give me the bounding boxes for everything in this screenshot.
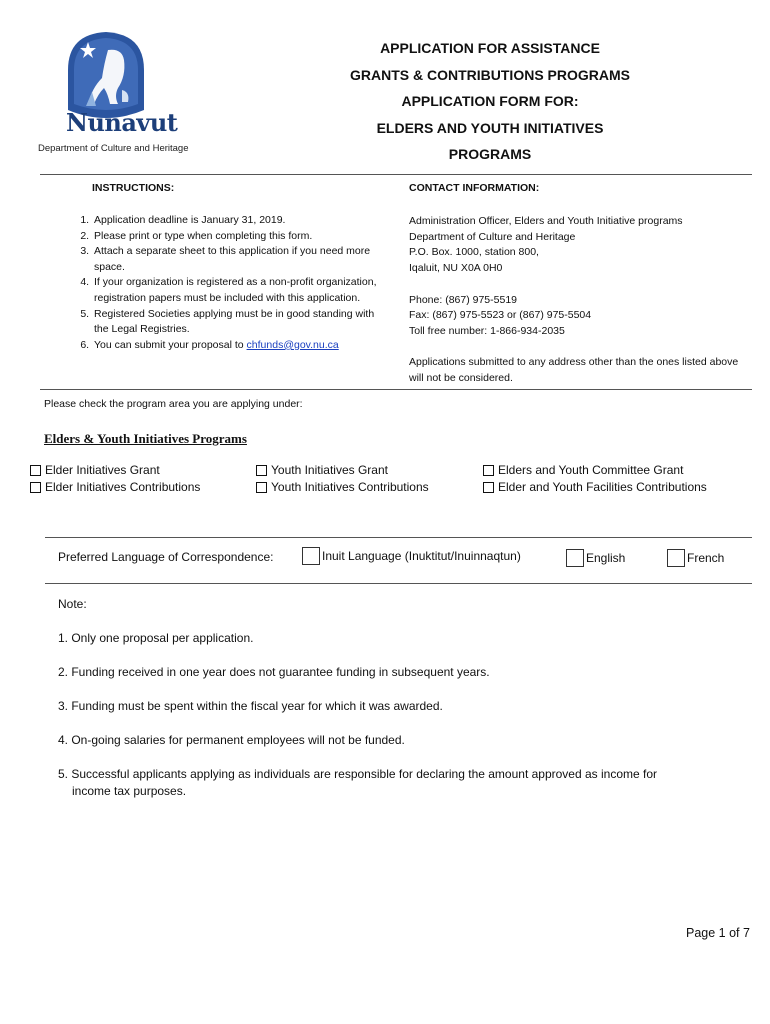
nunavut-logo (40, 30, 200, 158)
checkbox[interactable] (667, 549, 685, 567)
address-line: Administration Officer, Elders and Youth Initiative programs (409, 215, 683, 227)
program-title: Elders & Youth Initiatives Programs (44, 431, 247, 446)
address-line: P.O. Box. 1000, station 800, (409, 246, 539, 259)
address-line: Iqaluit, NU X0A 0H0 (409, 262, 503, 275)
logo-wordmark: Nunavut (66, 108, 178, 137)
title-line: PROGRAMS (448, 146, 532, 162)
option-label: Elder Initiatives Grant (45, 463, 160, 477)
note-item: 2. Funding received in one year does not guarantee funding in subsequent years. (58, 665, 490, 679)
email-link[interactable]: chfunds@gov.nu.ca (246, 338, 339, 351)
option-label: French (687, 551, 725, 565)
option-label: Youth Initiatives Grant (271, 463, 388, 477)
option-elder-grant[interactable] (30, 463, 160, 477)
language-label: Preferred Language of Correspondence: (58, 550, 274, 564)
list-item: 4. If your organization is registered as a non-profit organization, registration papers must be included with this application. (92, 275, 377, 306)
option-youth-contributions[interactable] (256, 480, 429, 494)
option-committee-grant[interactable] (483, 463, 683, 477)
list-item-text: You can submit your proposal to (94, 338, 247, 351)
list-item: 1. Application deadline is January 31, 2019. (92, 213, 377, 229)
option-youth-grant[interactable] (256, 463, 388, 477)
divider (45, 537, 752, 538)
checkbox[interactable] (483, 465, 494, 476)
spacer (409, 340, 739, 356)
title-line: APPLICATION FOR ASSISTANCE (380, 40, 600, 56)
checkbox[interactable] (483, 482, 494, 493)
address-line: Department of Culture and Heritage (409, 230, 576, 243)
list-item: 5. Registered Societies applying must be in good standing with the Legal Registries. (92, 307, 377, 338)
phone-line: Phone: (867) 975-5519 (409, 293, 517, 306)
instructions-list (62, 213, 377, 353)
form-title (330, 35, 650, 168)
checkbox[interactable] (256, 482, 267, 493)
department-name: Department of Culture and Heritage (38, 143, 189, 154)
option-label: Inuit Language (Inuktitut/Inuinnaqtun) (322, 549, 521, 563)
title-line: GRANTS & CONTRIBUTIONS PROGRAMS (350, 66, 630, 83)
program-prompt: Please check the program area you are applying under: (44, 398, 303, 410)
note-item: 3. Funding must be spent within the fiscal year for which it was awarded. (58, 699, 443, 713)
option-label: Elders and Youth Committee Grant (498, 463, 684, 477)
divider (40, 389, 752, 390)
option-facilities-contributions[interactable] (483, 480, 707, 494)
spacer (409, 277, 739, 293)
note-item: 4. On-going salaries for permanent employees will not be funded. (58, 733, 405, 747)
note-item: 5. Successful applicants applying as individuals are responsible for declaring the amount approved as income for (58, 767, 658, 781)
list-item (92, 338, 377, 354)
title-line: APPLICATION FORM FOR: (401, 93, 579, 109)
instructions-heading: INSTRUCTIONS: (92, 182, 175, 194)
checkbox[interactable] (256, 465, 267, 476)
note-item: 1. Only one proposal per application. (58, 631, 254, 645)
notes-heading: Note: (58, 597, 87, 611)
option-label: Elder Initiatives Contributions (45, 480, 201, 494)
list-item: 3. Attach a separate sheet to this application if you need more space. (92, 244, 377, 275)
toll-free-line: Toll free number: 1-866-934-2035 (409, 324, 565, 337)
notes-section (58, 596, 698, 817)
checkbox[interactable] (30, 465, 41, 476)
note-item-continued: income tax purposes. (72, 784, 187, 798)
title-line: ELDERS AND YOUTH INITIATIVES (376, 119, 604, 136)
contact-info (409, 214, 739, 387)
option-elder-contributions[interactable] (30, 480, 200, 494)
list-item: 2. Please print or type when completing this form. (92, 229, 377, 245)
checkbox[interactable] (302, 547, 320, 565)
fax-line: Fax: (867) 975-5523 or (867) 975-5504 (409, 309, 592, 322)
language-option-french[interactable] (667, 549, 724, 567)
checkbox[interactable] (30, 482, 41, 493)
address-warning: Applications submitted to any address other than the ones listed above will not be considered. (409, 356, 739, 384)
option-label: Elder and Youth Facilities Contributions (498, 480, 707, 494)
checkbox[interactable] (566, 549, 584, 567)
divider (40, 174, 752, 175)
option-label: Youth Initiatives Contributions (271, 480, 429, 494)
contact-heading: CONTACT INFORMATION: (409, 182, 540, 194)
language-option-english[interactable] (566, 549, 625, 567)
language-option-inuit[interactable] (302, 547, 521, 565)
page-number: Page 1 of 7 (686, 926, 750, 940)
divider (45, 583, 752, 584)
option-label: English (586, 551, 626, 565)
